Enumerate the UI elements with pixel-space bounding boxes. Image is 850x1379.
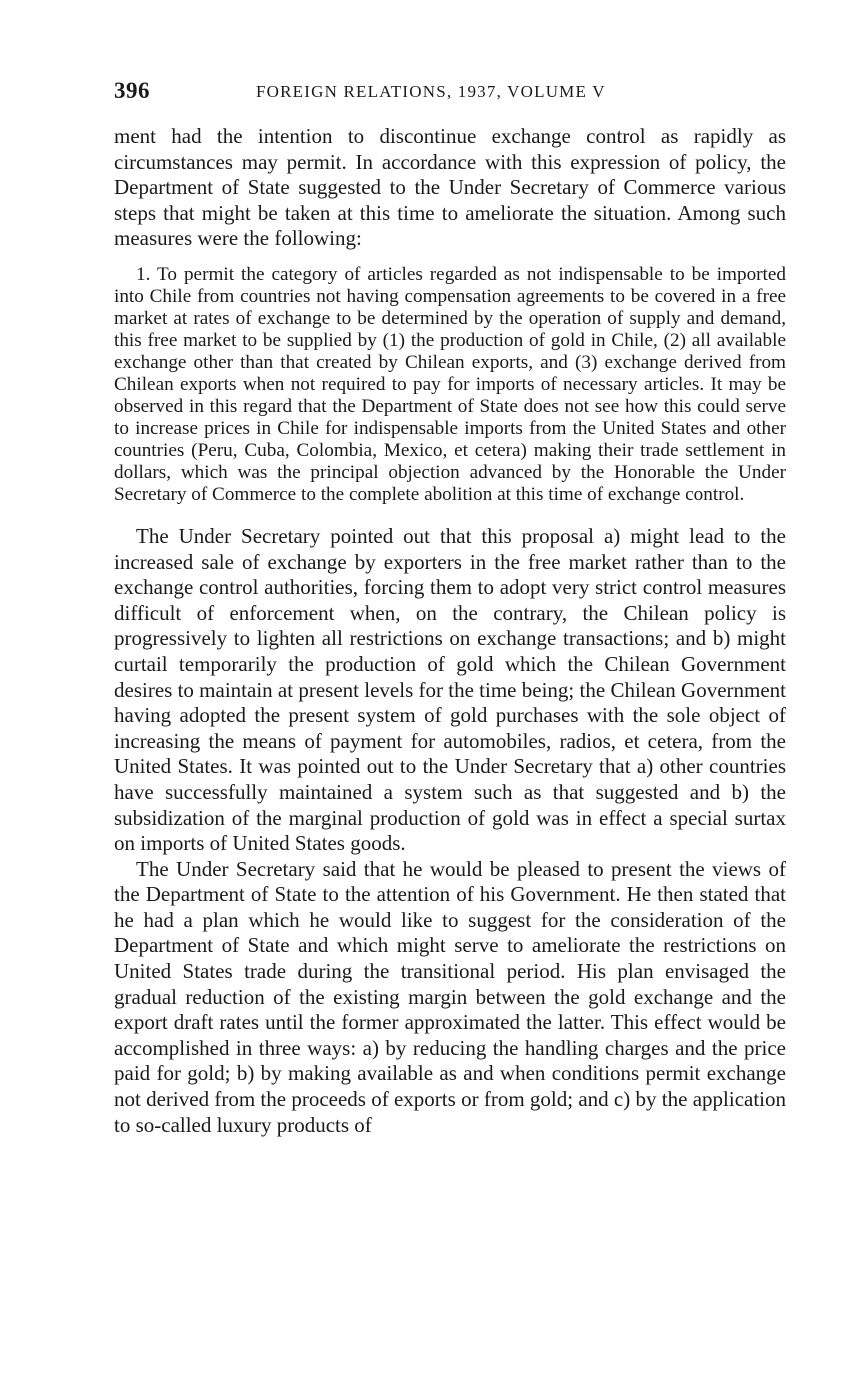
running-title: FOREIGN RELATIONS, 1937, VOLUME V — [256, 82, 606, 101]
document-page — [114, 78, 786, 1138]
page-number: 396 — [114, 78, 150, 103]
paragraph-continued: ment had the intention to discontinue exchange control as rapidly as circumstances may permit. In accordance with this expression of policy, the Department of State suggested to the Under Secretary of Commerce various steps that might be taken at this time to ameliorate the situation. Among such measures were the following: — [114, 124, 786, 251]
paragraph-under-secretary-plan: The Under Secretary said that he would be pleased to present the views of the Department of State to the attention of his Government. He then stated that he had a plan which he would like to suggest for the consideration of the Department of State and which might serve to ameliorate the restrictions on United States trade during the transitional period. His plan envisaged the gradual reduction of the existing margin between the gold exchange and the export draft rates until the former approximated the latter. This effect would be accomplished in three ways: a) by reducing the handling charges and the price paid for gold; b) by making available as and when conditions permit exchange not derived from the proceeds of exports or from gold; and c) by the application to so-called luxury products of — [114, 856, 786, 1137]
paragraph-under-secretary-response: The Under Secretary pointed out that this proposal a) might lead to the increased sale of exchange by exporters in the free market rather than to the exchange control authorities, forcing them to adopt very strict control measures difficult of enforcement when, on the contrary, the Chilean policy is progressively to lighten all restrictions on exchange transactions; and b) might curtail temporarily the production of gold which the Chilean Government desires to maintain at present levels for the time being; the Chilean Government having adopted the present system of gold purchases with the sole object of increasing the means of payment for automobiles, radios, et cetera, from the United States. It was pointed out to the Under Secretary that a) other countries have successfully maintained a system such as that suggested and b) the subsidization of the marginal production of gold was in effect a special surtax on imports of United States goods. — [114, 523, 786, 856]
running-header — [114, 78, 786, 112]
quoted-proposal: 1. To permit the category of articles regarded as not indispensable to be imported into Chile from countries not having compensation agreements to be covered in a free market at rates of exchange to be determined by the operation of supply and demand, this free market to be supplied by (1) the production of gold in Chile, (2) all available exchange other than that created by Chilean exports, and (3) exchange derived from Chilean exports when not required to pay for imports of necessary articles. It may be observed in this regard that the Department of State does not see how this could serve to increase prices in Chile for indispensable imports from the United States and other countries (Peru, Cuba, Colombia, Mexico, et cetera) making their trade settlement in dollars, which was the principal objection advanced by the Honorable the Under Secretary of Commerce to the complete abolition at this time of exchange control. — [114, 263, 786, 505]
